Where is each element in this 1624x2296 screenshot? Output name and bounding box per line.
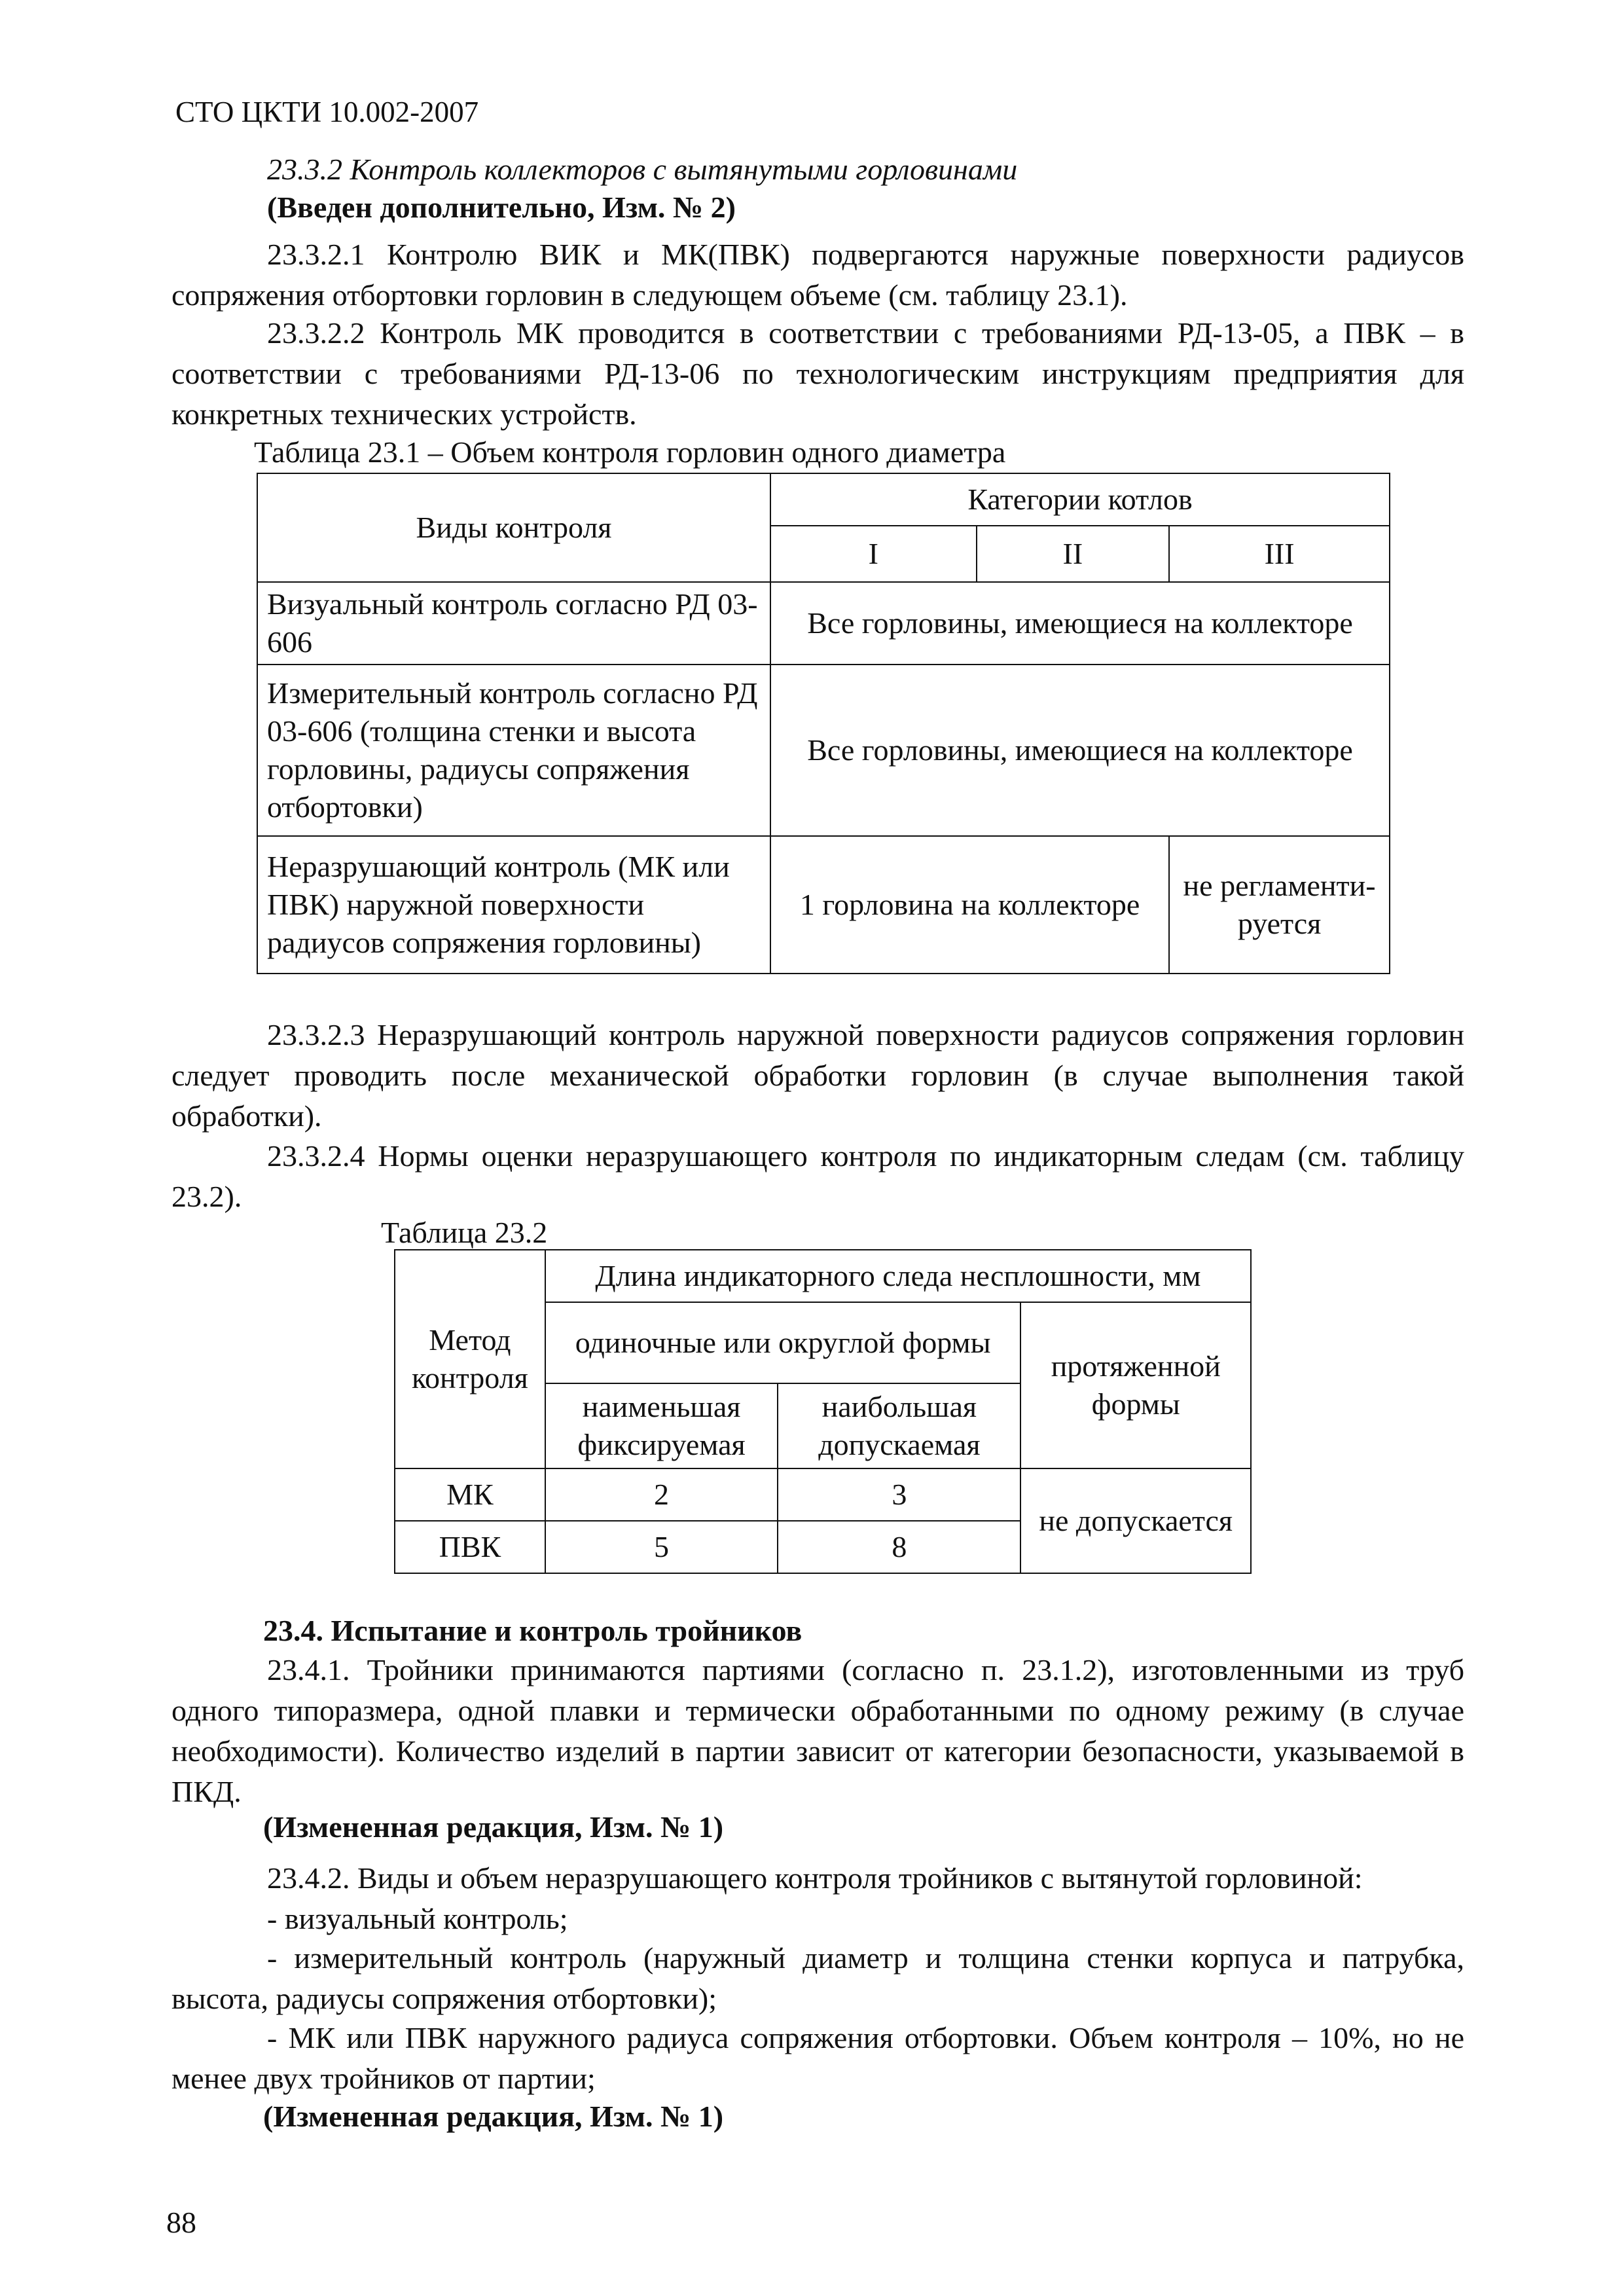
paragraph-23-4-2: 23.4.2. Виды и объем неразрушающего контроля тройников с вытянутой горловиной: — [267, 1861, 1363, 1895]
paragraph-23-3-2-1: 23.3.2.1 Контролю ВИК и МК(ПВК) подвергаются наружные поверхности радиусов сопряжения отбортовки горловин в следующем объеме (см. таблицу 23.1). — [171, 238, 1464, 312]
t1-row-visual-label: Визуальный контроль согласно РД 03-606 — [257, 582, 770, 665]
paragraph-23-3-2-3: 23.3.2.3 Неразрушающий контроль наружной поверхности радиусов сопряжения горловин следует проводить после механической обработки горловин (в случае выполнения такой обработки). — [171, 1018, 1464, 1133]
t2-row-mk-method: МК — [395, 1468, 545, 1521]
t1-row-measuring-value: Все горловины, имеющиеся на коллекторе — [770, 665, 1390, 836]
t1-header-cat-3: III — [1169, 526, 1390, 582]
t1-row-ndt-cat3: не регламенти-руется — [1169, 836, 1390, 974]
section-note: (Введен дополнительно, Изм. № 2) — [267, 191, 736, 224]
table-1-caption: Таблица 23.1 – Объем контроля горловин одного диаметра — [254, 435, 1006, 469]
table-1 — [257, 473, 1390, 974]
list-item-visual: - визуальный контроль; — [267, 1902, 568, 1935]
t2-header-min: наименьшая фиксируемая — [545, 1383, 778, 1468]
section-title: 23.3.2 Контроль коллекторов с вытянутыми горловинами — [267, 153, 1018, 186]
list-item-ndt: - МК или ПВК наружного радиуса сопряжения отбортовки. Объем контроля – 10%, но не менее двух тройников от партии; — [171, 2021, 1464, 2095]
table-2-caption: Таблица 23.2 — [381, 1216, 548, 1249]
t2-row-mk-max: 3 — [778, 1468, 1020, 1521]
document-header: СТО ЦКТИ 10.002-2007 — [175, 96, 479, 128]
t2-header-single: одиночные или округлой формы — [545, 1302, 1021, 1383]
t1-header-cat-2: II — [977, 526, 1170, 582]
t1-row-ndt-label: Неразрушающий контроль (МК или ПВК) наружной поверхности радиусов сопряжения горловины) — [257, 836, 770, 974]
t2-extended-value: не допускается — [1020, 1468, 1251, 1573]
amendment-note-1: (Измененная редакция, Изм. № 1) — [263, 1810, 724, 1844]
t2-row-mk-min: 2 — [545, 1468, 778, 1521]
table-2 — [394, 1249, 1252, 1574]
section-2-title: 23.4. Испытание и контроль тройников — [263, 1614, 803, 1647]
t1-row-visual-value: Все горловины, имеющиеся на коллекторе — [770, 582, 1390, 665]
list-item-measuring: - измерительный контроль (наружный диаметр и толщина стенки корпуса и патрубка, высота, радиусы сопряжения отбортовки); — [171, 1941, 1464, 2015]
t2-header-extended: протяженной формы — [1020, 1302, 1251, 1468]
amendment-note-2: (Измененная редакция, Изм. № 1) — [263, 2100, 724, 2133]
paragraph-23-3-2-4: 23.3.2.4 Нормы оценки неразрушающего контроля по индикаторным следам (см. таблицу 23.2). — [171, 1139, 1464, 1213]
t1-header-categories: Категории котлов — [770, 473, 1390, 526]
t1-row-measuring-label: Измерительный контроль согласно РД 03-606 (толщина стенки и высота горловины, радиусы сопряжения отбортовки) — [257, 665, 770, 836]
t2-header-max: наибольшая допускаемая — [778, 1383, 1020, 1468]
t2-row-pvk-method: ПВК — [395, 1521, 545, 1573]
t2-header-method: Метод контроля — [395, 1250, 545, 1468]
t1-row-ndt-value: 1 горловина на коллекторе — [770, 836, 1169, 974]
t1-header-cat-1: I — [770, 526, 977, 582]
paragraph-23-4-1: 23.4.1. Тройники принимаются партиями (согласно п. 23.1.2), изготовленными из труб одного типоразмера, одной плавки и термически обработанными по одному режиму (в случае необходимости). Количество изделий в партии зависит от категории безопасности, указываемой в ПКД. — [171, 1653, 1464, 1808]
paragraph-23-3-2-2: 23.3.2.2 Контроль МК проводится в соответствии с требованиями РД-13-05, а ПВК – в соответствии с требованиями РД-13-06 по технологическим инструкциям предприятия для конкретных технических устройств. — [171, 316, 1464, 431]
t1-header-control-type: Виды контроля — [257, 473, 770, 582]
t2-row-pvk-max: 8 — [778, 1521, 1020, 1573]
t2-header-length: Длина индикаторного следа несплошности, мм — [545, 1250, 1251, 1302]
t2-row-pvk-min: 5 — [545, 1521, 778, 1573]
page-number: 88 — [166, 2206, 196, 2239]
